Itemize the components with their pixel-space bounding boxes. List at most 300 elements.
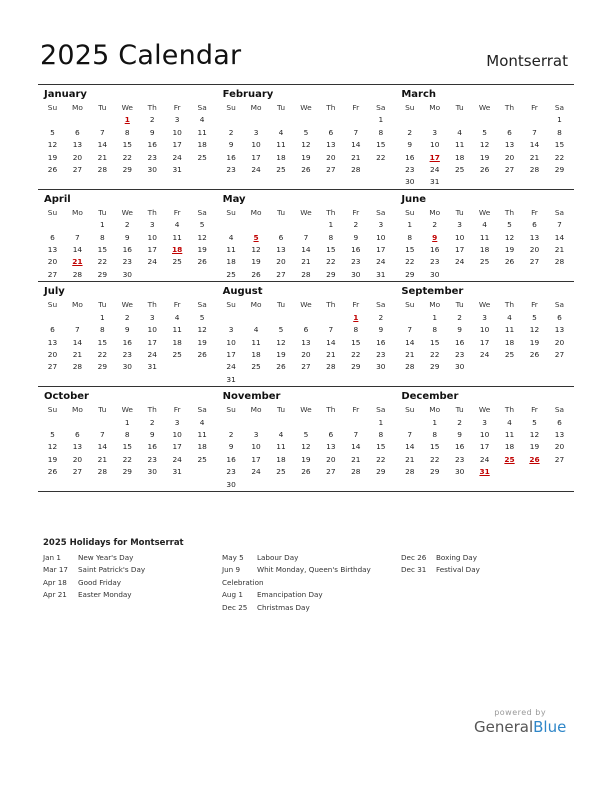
- date-cell: 19: [197, 245, 207, 255]
- empty-cell: [547, 466, 572, 478]
- holiday-date: 26: [529, 454, 540, 464]
- date-cell: 14: [326, 337, 336, 347]
- date-cell: 5: [199, 312, 205, 322]
- weekday-header: Su: [47, 405, 58, 415]
- date-cell: 4: [457, 127, 462, 137]
- date-cell: 20: [504, 152, 515, 162]
- date-cell: 8: [432, 429, 438, 439]
- date-cell: 23: [226, 467, 236, 477]
- date-cell: 13: [554, 429, 565, 439]
- holiday-column: [43, 552, 145, 602]
- date-cell: 16: [226, 152, 236, 162]
- date-cell: 7: [353, 429, 359, 439]
- empty-cell: [318, 176, 343, 188]
- date-cell: 26: [47, 467, 58, 477]
- date-cell: 10: [172, 429, 182, 439]
- date-cell: 25: [197, 152, 207, 162]
- empty-cell: [343, 176, 368, 188]
- date-cell: 2: [124, 312, 130, 322]
- date-cell: 25: [172, 349, 182, 359]
- brand-name-blue: Blue: [533, 718, 567, 736]
- date-cell: 16: [122, 245, 132, 255]
- weekday-header: Th: [504, 103, 515, 112]
- date-cell: 11: [276, 442, 286, 452]
- date-cell: 26: [301, 467, 311, 477]
- date-cell: 14: [554, 232, 565, 242]
- empty-cell: [269, 374, 294, 386]
- date-cell: 28: [529, 165, 540, 175]
- holiday-date-label: Dec 26: [401, 553, 427, 562]
- page-title: 2025 Calendar: [40, 40, 242, 71]
- empty-cell: [65, 479, 90, 491]
- empty-cell: [397, 114, 422, 126]
- date-cell: 15: [430, 442, 440, 452]
- date-cell: 28: [97, 165, 108, 175]
- month-name: January: [44, 89, 87, 100]
- date-cell: 21: [529, 152, 540, 162]
- empty-cell: [219, 176, 244, 188]
- date-cell: 23: [122, 349, 132, 359]
- date-cell: 23: [147, 454, 157, 464]
- holiday-date: 1: [124, 115, 130, 125]
- date-cell: 23: [454, 454, 465, 464]
- month-june: [395, 190, 574, 281]
- month-name: May: [222, 193, 246, 205]
- date-cell: 16: [430, 245, 440, 255]
- date-cell: 14: [97, 140, 108, 150]
- empty-cell: [90, 176, 115, 188]
- empty-cell: [165, 361, 190, 373]
- date-cell: 13: [72, 442, 83, 452]
- date-cell: 4: [199, 417, 205, 427]
- date-cell: 30: [454, 467, 465, 477]
- empty-cell: [547, 374, 572, 386]
- date-cell: 6: [532, 220, 537, 230]
- date-cell: 24: [226, 362, 236, 372]
- date-cell: 15: [376, 442, 386, 452]
- date-cell: 11: [479, 232, 490, 242]
- date-cell: 6: [557, 312, 562, 322]
- date-cell: 8: [407, 232, 413, 242]
- weekday-header: Th: [147, 103, 157, 112]
- weekday-header: Fr: [531, 103, 538, 112]
- date-cell: 2: [228, 127, 234, 137]
- month-name: October: [44, 391, 89, 403]
- holiday-name: Labour Day: [257, 553, 299, 562]
- date-cell: 15: [554, 140, 565, 150]
- month-name: February: [222, 89, 274, 100]
- weekday-header: Mo: [429, 300, 441, 310]
- empty-cell: [472, 176, 497, 188]
- date-cell: 8: [124, 429, 130, 439]
- date-cell: 2: [149, 115, 155, 125]
- empty-cell: [472, 114, 497, 126]
- date-cell: 15: [430, 337, 440, 347]
- date-cell: 17: [172, 442, 182, 452]
- date-cell: 11: [172, 325, 182, 335]
- date-cell: 3: [174, 417, 180, 427]
- date-cell: 21: [351, 454, 361, 464]
- date-cell: 24: [172, 152, 182, 162]
- date-cell: 26: [251, 269, 261, 279]
- month-october: [38, 387, 217, 491]
- date-cell: 8: [378, 127, 384, 137]
- date-cell: 4: [507, 312, 512, 322]
- date-cell: 10: [430, 140, 440, 150]
- date-cell: 10: [172, 127, 182, 137]
- date-cell: 24: [479, 349, 490, 359]
- weekday-header: Fr: [352, 207, 360, 217]
- weekday-header: We: [300, 207, 312, 217]
- empty-cell: [244, 312, 269, 324]
- weekday-header: Fr: [173, 300, 181, 310]
- date-cell: 31: [376, 269, 386, 279]
- weekday-header: We: [300, 300, 312, 310]
- date-cell: 19: [276, 349, 286, 359]
- weekday-header: Mo: [429, 103, 441, 112]
- date-cell: 27: [529, 257, 540, 267]
- date-cell: 13: [72, 140, 83, 150]
- date-cell: 26: [529, 349, 540, 359]
- date-cell: 25: [454, 165, 465, 175]
- date-cell: 16: [147, 140, 157, 150]
- date-cell: 25: [504, 349, 515, 359]
- date-cell: 29: [405, 269, 415, 279]
- date-cell: 1: [378, 417, 384, 427]
- date-cell: 24: [147, 257, 157, 267]
- date-cell: 9: [378, 325, 384, 335]
- date-cell: 12: [251, 245, 261, 255]
- weekday-header: Su: [405, 103, 415, 112]
- date-cell: 29: [430, 467, 440, 477]
- date-cell: 27: [47, 269, 58, 279]
- empty-cell: [244, 479, 269, 491]
- date-cell: 27: [326, 165, 336, 175]
- date-cell: 18: [276, 152, 286, 162]
- date-cell: 3: [253, 127, 259, 137]
- date-cell: 23: [454, 349, 465, 359]
- date-cell: 5: [50, 429, 55, 439]
- empty-cell: [293, 417, 318, 429]
- date-cell: 23: [430, 257, 440, 267]
- date-cell: 25: [226, 269, 236, 279]
- date-cell: 18: [251, 349, 261, 359]
- date-cell: 26: [276, 362, 286, 372]
- date-cell: 17: [454, 245, 465, 255]
- weekday-header: Su: [405, 300, 415, 310]
- date-cell: 27: [47, 362, 58, 372]
- holiday-name: New Year's Day: [78, 553, 134, 562]
- empty-cell: [219, 312, 244, 324]
- date-cell: 1: [99, 220, 105, 230]
- date-cell: 17: [479, 442, 490, 452]
- date-cell: 19: [197, 337, 207, 347]
- month-may: [217, 190, 396, 281]
- holiday-name: Whit Monday, Queen's Birthday: [257, 565, 371, 575]
- date-cell: 10: [454, 232, 465, 242]
- date-cell: 21: [326, 349, 336, 359]
- holiday-date: 25: [504, 454, 515, 464]
- empty-cell: [244, 176, 269, 188]
- empty-cell: [40, 374, 65, 386]
- empty-cell: [40, 479, 65, 491]
- weekday-header: Th: [147, 300, 157, 310]
- holiday-item: [43, 564, 145, 576]
- date-cell: 17: [251, 152, 261, 162]
- holiday-name: Saint Patrick's Day: [78, 565, 146, 575]
- empty-cell: [269, 114, 294, 126]
- month-april: [38, 190, 217, 281]
- date-cell: 9: [124, 325, 130, 335]
- date-cell: 2: [353, 220, 359, 230]
- holidays-title: 2025 Holidays for Montserrat: [43, 538, 184, 548]
- weekday-header: Mo: [71, 207, 83, 217]
- empty-cell: [165, 269, 190, 281]
- date-cell: 20: [47, 257, 58, 267]
- date-cell: 9: [353, 232, 359, 242]
- date-cell: 15: [97, 245, 108, 255]
- weekday-header: We: [121, 300, 133, 310]
- date-cell: 6: [507, 127, 512, 137]
- holiday-item: [43, 589, 145, 601]
- holiday-date: 1: [353, 312, 359, 322]
- empty-cell: [293, 479, 318, 491]
- empty-cell: [472, 361, 497, 373]
- holiday-date-label: Dec 25: [222, 602, 248, 612]
- date-cell: 14: [301, 245, 311, 255]
- date-cell: 26: [197, 349, 207, 359]
- date-cell: 19: [529, 337, 540, 347]
- weekday-header: Fr: [531, 207, 538, 217]
- holiday-date-label: Jan 1: [43, 553, 61, 562]
- date-cell: 3: [174, 115, 180, 125]
- weekday-header: Th: [147, 207, 157, 217]
- weekday-header: Su: [47, 300, 58, 310]
- weekday-header: Th: [147, 405, 157, 415]
- date-cell: 12: [529, 429, 540, 439]
- date-cell: 19: [504, 245, 515, 255]
- holiday-date-label: Jun 9: [222, 565, 241, 575]
- date-cell: 6: [50, 232, 55, 242]
- date-cell: 6: [50, 325, 55, 335]
- date-cell: 2: [124, 220, 130, 230]
- date-cell: 19: [301, 454, 311, 464]
- date-cell: 8: [432, 325, 438, 335]
- date-cell: 18: [226, 257, 236, 267]
- date-cell: 2: [378, 312, 384, 322]
- empty-cell: [447, 479, 472, 491]
- weekday-header: Mo: [71, 405, 83, 415]
- weekday-header: Sa: [554, 103, 565, 112]
- date-cell: 28: [72, 362, 83, 372]
- date-cell: 20: [529, 245, 540, 255]
- date-cell: 18: [504, 337, 515, 347]
- empty-cell: [65, 312, 90, 324]
- date-cell: 7: [99, 429, 105, 439]
- weekday-header: Sa: [376, 405, 386, 415]
- holiday-item: [43, 552, 145, 564]
- date-cell: 15: [326, 245, 336, 255]
- month-name: December: [401, 391, 459, 403]
- empty-cell: [497, 176, 522, 188]
- date-cell: 4: [278, 429, 284, 439]
- empty-cell: [90, 417, 115, 429]
- date-cell: 22: [430, 349, 440, 359]
- date-cell: 23: [226, 165, 236, 175]
- date-cell: 12: [276, 337, 286, 347]
- date-cell: 4: [199, 115, 205, 125]
- date-cell: 15: [405, 245, 415, 255]
- date-cell: 27: [326, 467, 336, 477]
- holiday-item: [222, 577, 371, 589]
- holiday-column: [222, 552, 371, 614]
- empty-cell: [219, 114, 244, 126]
- empty-cell: [547, 361, 572, 373]
- date-cell: 11: [454, 140, 465, 150]
- empty-cell: [397, 312, 422, 324]
- date-cell: 30: [351, 269, 361, 279]
- date-cell: 17: [147, 337, 157, 347]
- empty-cell: [40, 219, 65, 231]
- month-name: June: [401, 193, 427, 205]
- date-cell: 9: [407, 140, 413, 150]
- month-name: November: [222, 391, 281, 403]
- date-cell: 20: [301, 349, 311, 359]
- weekday-header: We: [478, 103, 491, 112]
- weekday-header: Mo: [250, 300, 262, 310]
- empty-cell: [140, 479, 165, 491]
- date-cell: 25: [251, 362, 261, 372]
- empty-cell: [522, 361, 547, 373]
- weekday-header: Fr: [531, 300, 538, 310]
- date-cell: 30: [122, 269, 132, 279]
- weekday-header: Tu: [98, 103, 107, 112]
- calendar-quarter-row: [38, 386, 574, 492]
- date-cell: 24: [147, 349, 157, 359]
- date-cell: 1: [328, 220, 334, 230]
- empty-cell: [368, 164, 393, 176]
- empty-cell: [318, 312, 343, 324]
- empty-cell: [90, 114, 115, 126]
- empty-cell: [368, 176, 393, 188]
- holiday-item: [222, 602, 371, 614]
- date-cell: 21: [97, 152, 108, 162]
- empty-cell: [140, 374, 165, 386]
- date-cell: 7: [353, 127, 359, 137]
- date-cell: 5: [303, 429, 309, 439]
- empty-cell: [65, 219, 90, 231]
- date-cell: 30: [454, 362, 465, 372]
- empty-cell: [115, 374, 140, 386]
- weekday-header: Sa: [376, 207, 386, 217]
- date-cell: 7: [407, 429, 413, 439]
- date-cell: 12: [47, 442, 58, 452]
- date-cell: 18: [479, 245, 490, 255]
- holiday-date-label: Apr 21: [43, 590, 67, 600]
- holiday-name: Good Friday: [78, 577, 121, 587]
- date-cell: 29: [430, 362, 440, 372]
- date-cell: 1: [557, 115, 562, 125]
- empty-cell: [40, 114, 65, 126]
- date-cell: 16: [454, 337, 465, 347]
- weekday-header: Tu: [455, 207, 464, 217]
- date-cell: 9: [124, 232, 130, 242]
- date-cell: 12: [197, 232, 207, 242]
- date-cell: 10: [479, 429, 490, 439]
- month-january: [38, 85, 217, 189]
- holiday-name: Easter Monday: [78, 590, 132, 600]
- date-cell: 5: [532, 312, 537, 322]
- date-cell: 13: [326, 140, 336, 150]
- date-cell: 18: [197, 140, 207, 150]
- date-cell: 9: [457, 325, 462, 335]
- date-cell: 8: [99, 325, 105, 335]
- weekday-header: Th: [504, 207, 515, 217]
- empty-cell: [219, 417, 244, 429]
- date-cell: 23: [376, 349, 386, 359]
- weekday-header: Tu: [276, 207, 286, 217]
- date-cell: 6: [75, 127, 80, 137]
- date-cell: 19: [301, 152, 311, 162]
- holiday-date: 17: [429, 152, 440, 162]
- date-cell: 12: [301, 140, 311, 150]
- date-cell: 7: [532, 127, 537, 137]
- brand-logo[interactable]: [474, 708, 566, 736]
- weekday-header: Tu: [98, 207, 107, 217]
- date-cell: 19: [529, 442, 540, 452]
- date-cell: 11: [251, 337, 261, 347]
- empty-cell: [293, 176, 318, 188]
- empty-cell: [293, 312, 318, 324]
- month-name: July: [44, 286, 65, 298]
- empty-cell: [547, 479, 572, 491]
- holiday-name: Emancipation Day: [257, 590, 323, 600]
- weekday-header: Su: [226, 207, 236, 217]
- date-cell: 6: [557, 417, 562, 427]
- date-cell: 16: [147, 442, 157, 452]
- weekday-header: We: [300, 405, 312, 415]
- weekday-header: Th: [326, 300, 336, 310]
- month-name: April: [44, 193, 71, 205]
- date-cell: 6: [303, 325, 309, 335]
- date-cell: 16: [226, 454, 236, 464]
- empty-cell: [547, 176, 572, 188]
- empty-cell: [522, 269, 547, 281]
- month-november: [217, 387, 396, 491]
- date-cell: 10: [147, 232, 157, 242]
- date-cell: 14: [72, 245, 83, 255]
- date-cell: 27: [276, 269, 286, 279]
- date-cell: 25: [172, 257, 182, 267]
- empty-cell: [190, 164, 215, 176]
- date-cell: 30: [147, 467, 157, 477]
- date-cell: 30: [147, 165, 157, 175]
- empty-cell: [269, 219, 294, 231]
- empty-cell: [269, 479, 294, 491]
- weekday-header: Su: [405, 405, 415, 415]
- date-cell: 11: [504, 325, 515, 335]
- empty-cell: [343, 417, 368, 429]
- weekday-header: Tu: [455, 103, 464, 112]
- date-cell: 25: [276, 165, 286, 175]
- date-cell: 17: [172, 140, 182, 150]
- empty-cell: [497, 361, 522, 373]
- empty-cell: [497, 466, 522, 478]
- empty-cell: [522, 479, 547, 491]
- date-cell: 10: [376, 232, 386, 242]
- weekday-header: Mo: [250, 405, 262, 415]
- date-cell: 27: [72, 165, 83, 175]
